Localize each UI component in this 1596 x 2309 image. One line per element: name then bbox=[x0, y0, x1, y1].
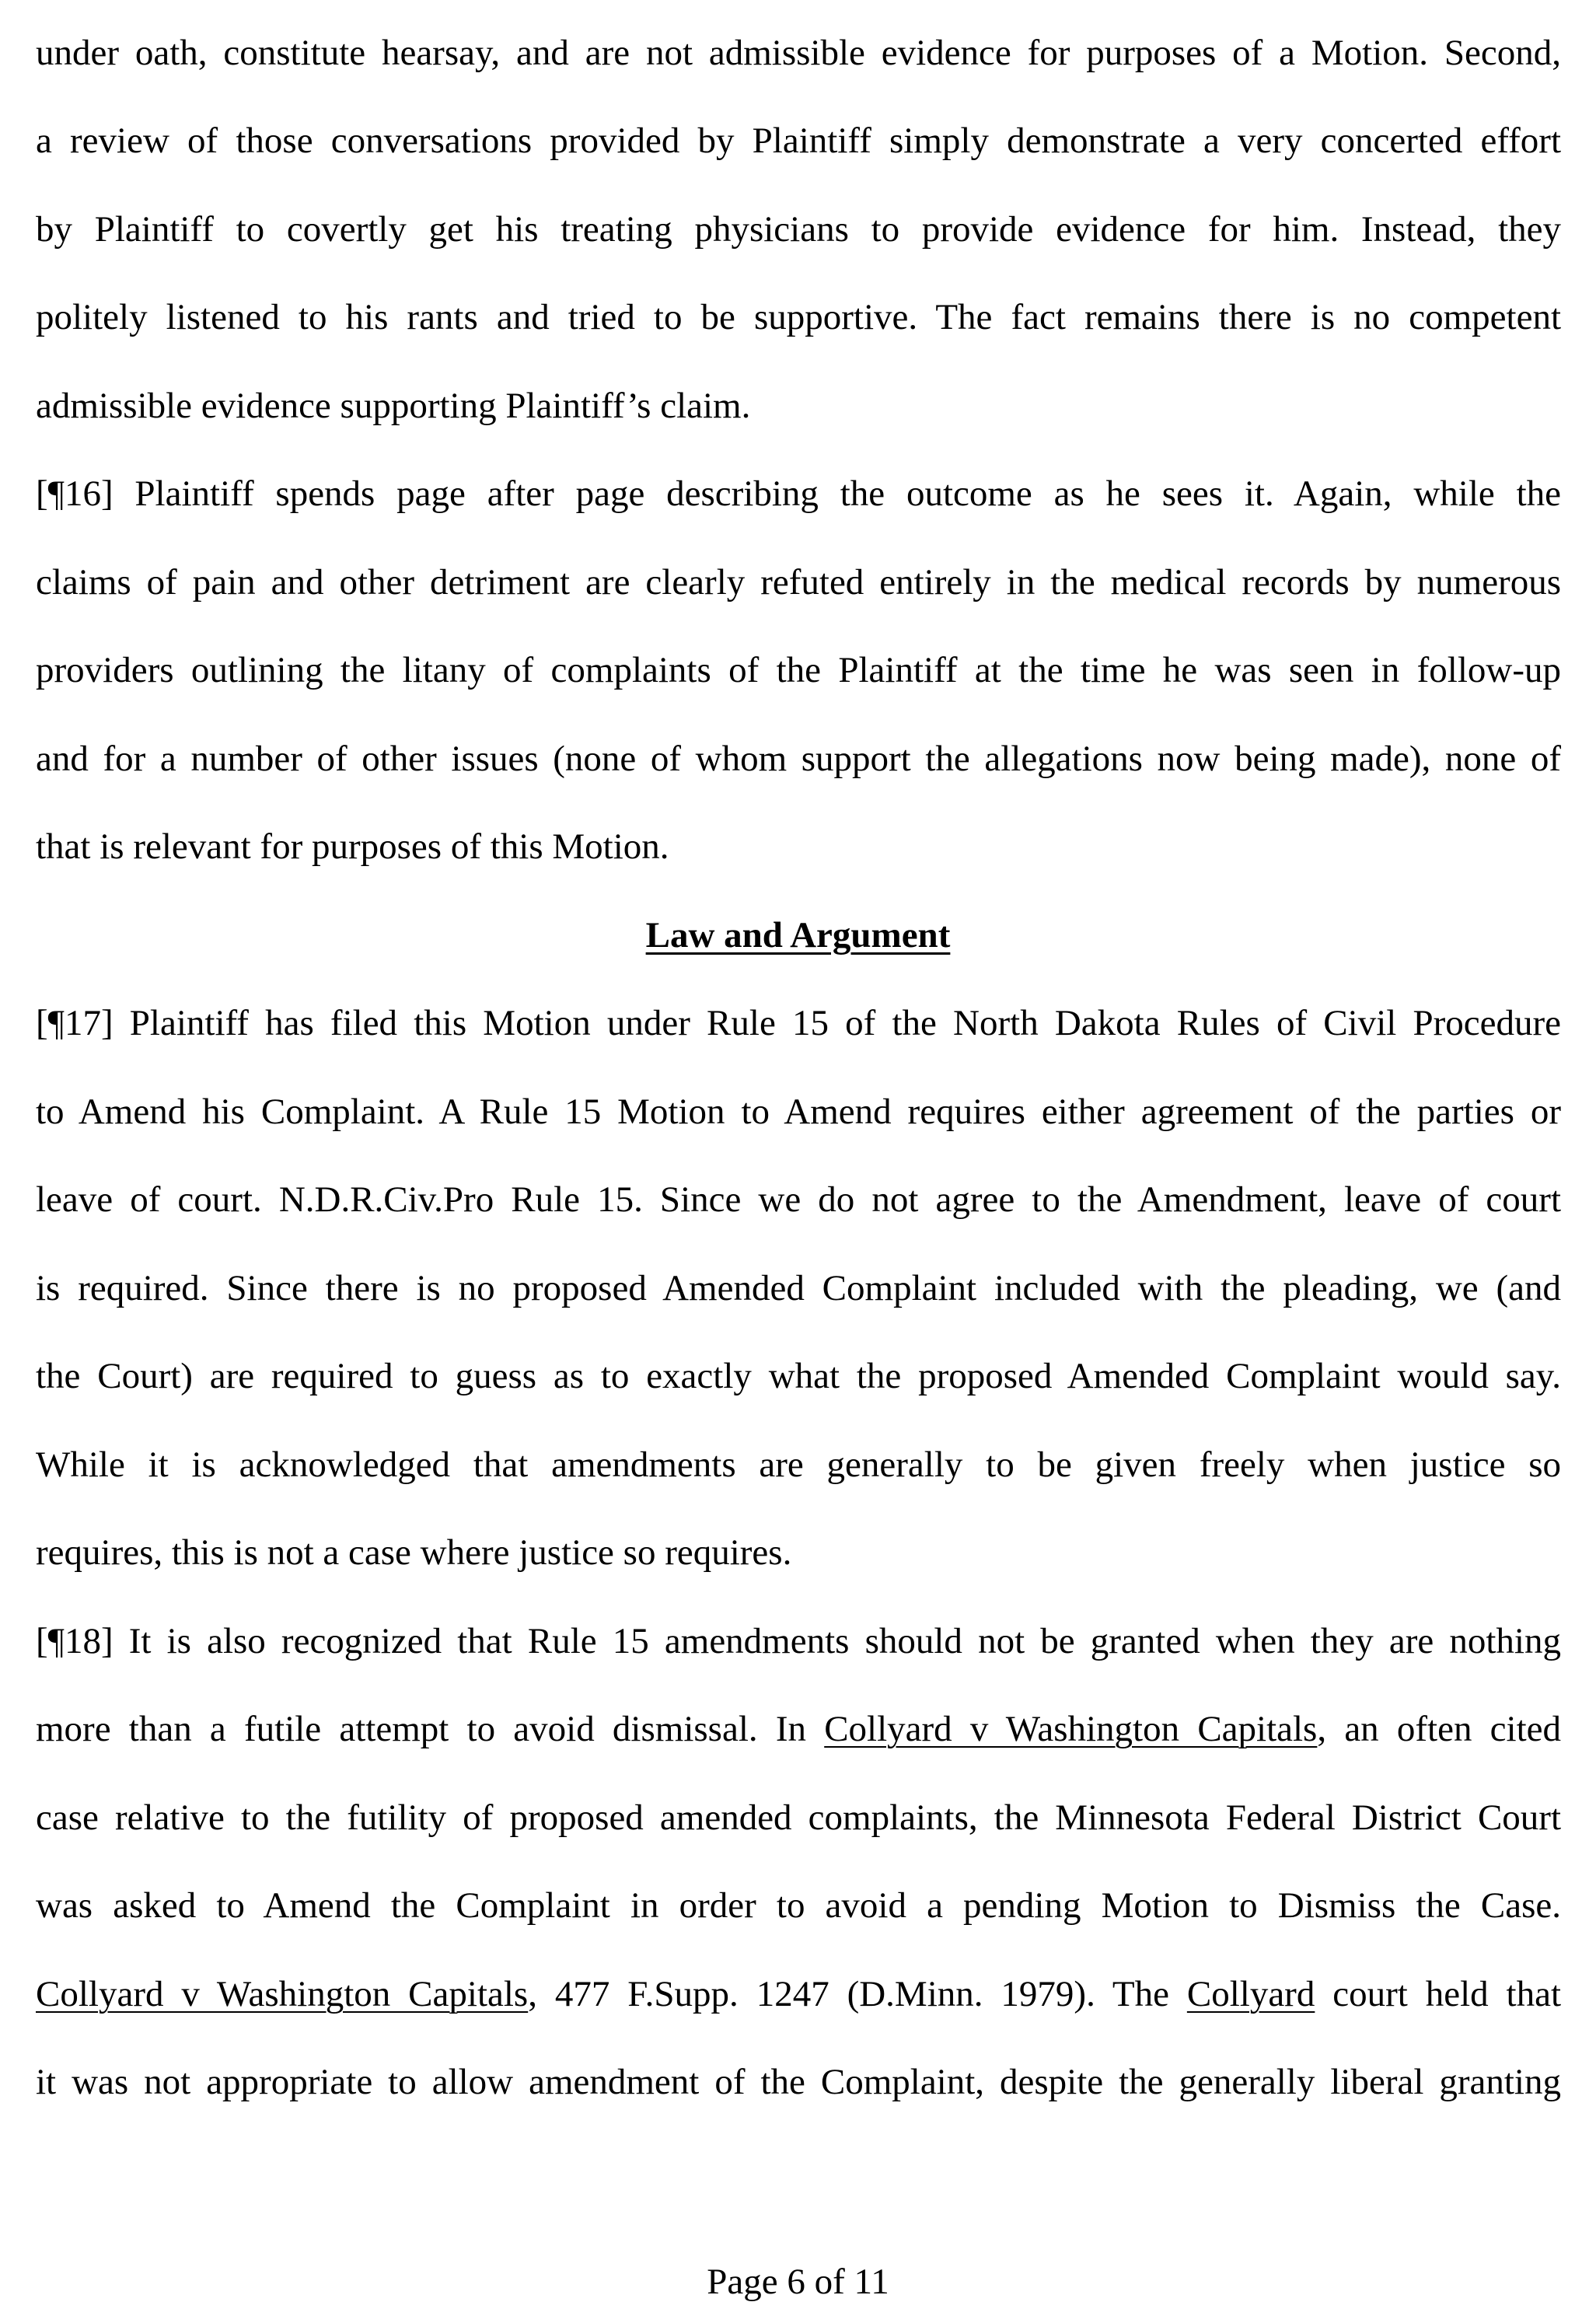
case-citation-short: Collyard bbox=[1186, 1974, 1315, 2014]
paragraph-16-line: [¶16] Plaintiff spends page after page describing the outcome as he sees it. Again, while the bbox=[36, 473, 1561, 514]
paragraph-16-line: claims of pain and other detriment are clearly refuted entirely in the medical records by numerous bbox=[36, 562, 1561, 603]
paragraph-18-line: it was not appropriate to allow amendment of the Complaint, despite the generally liberal granting bbox=[36, 2062, 1561, 2102]
page-number: Page 6 of 11 bbox=[707, 2262, 889, 2302]
paragraph-16-line: that is relevant for purposes of this Motion. bbox=[36, 826, 669, 867]
paragraph-18-line bbox=[36, 1967, 1561, 2021]
paragraph-17-line: While it is acknowledged that amendments are generally to be given freely when justice so bbox=[36, 1444, 1561, 1485]
body-text-line: politely listened to his rants and tried to be supportive. The fact remains there is no competent bbox=[36, 297, 1561, 337]
paragraph-17-line: the Court) are required to guess as to exactly what the proposed Amended Complaint would say. bbox=[36, 1356, 1561, 1396]
case-citation: Collyard v Washington Capitals bbox=[824, 1709, 1318, 1749]
body-text-line: by Plaintiff to covertly get his treating physicians to provide evidence for him. Instead, they bbox=[36, 209, 1561, 250]
section-heading-text: Law and Argument bbox=[645, 915, 951, 955]
paragraph-16-line: and for a number of other issues (none of whom support the allegations now being made), none of bbox=[36, 739, 1561, 779]
section-heading bbox=[0, 908, 1596, 962]
paragraph-18-line: case relative to the futility of proposed amended complaints, the Minnesota Federal District Court bbox=[36, 1797, 1561, 1838]
paragraph-18-line: [¶18] It is also recognized that Rule 15 amendments should not be granted when they are nothing bbox=[36, 1621, 1561, 1661]
text-run: , an often cited bbox=[1317, 1709, 1561, 1749]
body-text-line: admissible evidence supporting Plaintiff’s claim. bbox=[36, 386, 751, 426]
text-run: more than a futile attempt to avoid dismissal. In bbox=[36, 1709, 825, 1749]
paragraph-18-line: was asked to Amend the Complaint in order to avoid a pending Motion to Dismiss the Case. bbox=[36, 1885, 1561, 1926]
body-text-line: a review of those conversations provided by Plaintiff simply demonstrate a very concerted effort bbox=[36, 121, 1561, 161]
text-run: , 477 F.Supp. 1247 (D.Minn. 1979). The bbox=[528, 1974, 1187, 2014]
case-citation: Collyard v Washington Capitals bbox=[36, 1974, 529, 2014]
paragraph-17-line: to Amend his Complaint. A Rule 15 Motion to Amend requires either agreement of the parties or bbox=[36, 1092, 1561, 1132]
paragraph-16-line: providers outlining the litany of complaints of the Plaintiff at the time he was seen in follow-up bbox=[36, 650, 1561, 690]
paragraph-18-line bbox=[36, 1702, 1561, 1756]
paragraph-17-line: [¶17] Plaintiff has filed this Motion under Rule 15 of the North Dakota Rules of Civil Procedure bbox=[36, 1003, 1561, 1043]
paragraph-17-line: requires, this is not a case where justice so requires. bbox=[36, 1532, 792, 1573]
body-text-line: under oath, constitute hearsay, and are not admissible evidence for purposes of a Motion. Second, bbox=[36, 33, 1561, 73]
paragraph-17-line: leave of court. N.D.R.Civ.Pro Rule 15. Since we do not agree to the Amendment, leave of court bbox=[36, 1179, 1561, 1220]
text-run: court held that bbox=[1315, 1974, 1562, 2014]
paragraph-17-line: is required. Since there is no proposed Amended Complaint included with the pleading, we (and bbox=[36, 1268, 1561, 1308]
